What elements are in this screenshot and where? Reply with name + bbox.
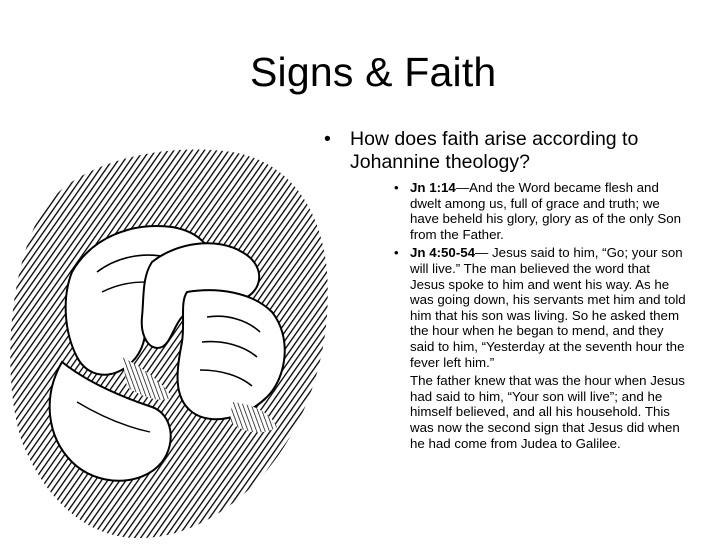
sub-bullet-jn-1-14 (318, 180, 688, 242)
bullet-icon: • (394, 180, 399, 195)
main-bullet-text: How does faith arise according to Johannine theology? (350, 128, 639, 173)
scripture-text: —And the Word became flesh and dwelt among us, full of grace and truth; we have beheld his glory, glory as of the only Son from the Father. (410, 180, 682, 242)
content-body (318, 128, 688, 451)
slide-title: Signs & Faith (250, 49, 497, 95)
scripture-ref: Jn 1:14 (410, 180, 456, 195)
hands-illustration (2, 142, 334, 542)
main-bullet (318, 128, 688, 174)
bullet-icon: • (394, 245, 399, 261)
sub-bullet-jn-4-50-54 (318, 245, 688, 370)
scripture-text: — Jesus said to him, “Go; your son will live.” The man believed the word that Jesus spoke to him and went his way. As he was going down, his servants met him and told him that his son was living. So he asked them the hour when he began to mend, and they said to him, “Yesterday at the seventh hour the fever left him.” (410, 245, 686, 370)
bullet-icon: • (324, 128, 331, 150)
continuation-paragraph: The father knew that was the hour when Jesus had said to him, “Your son will live”; and he himself believed, and all his household. This was now the second sign that Jesus did when he had come from Judea to Galilee. (410, 373, 685, 451)
scripture-ref: Jn 4:50-54 (410, 245, 476, 261)
